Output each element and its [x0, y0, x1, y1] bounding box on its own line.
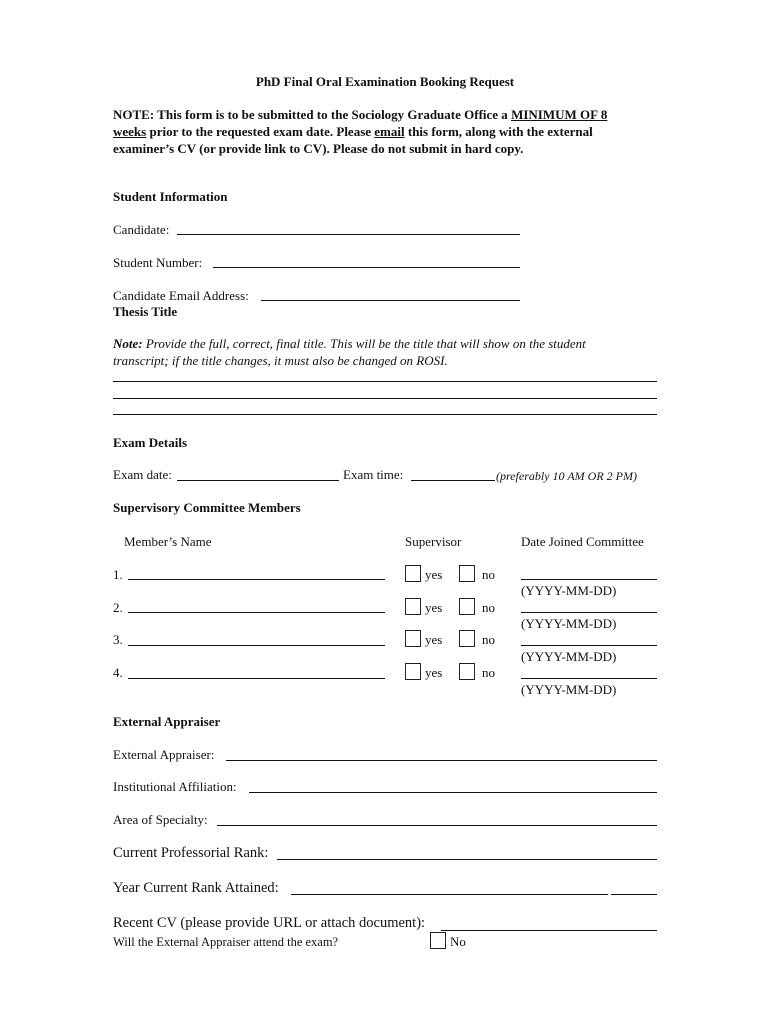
- member-number: 2.: [113, 600, 123, 615]
- exam-time-label: Exam time:: [343, 467, 404, 482]
- date-format-hint: (YYYY-MM-DD): [521, 682, 617, 697]
- supervisor-yes-checkbox[interactable]: [405, 663, 421, 680]
- date-format-hint: (YYYY-MM-DD): [521, 616, 617, 631]
- date-format-hint: (YYYY-MM-DD): [521, 649, 617, 664]
- supervisor-no-checkbox[interactable]: [459, 598, 475, 615]
- date-joined-field[interactable]: [521, 612, 657, 613]
- supervisor-yes-checkbox[interactable]: [405, 598, 421, 615]
- note-line-2-text: prior to the requested exam date. Please: [146, 124, 375, 139]
- supervisor-yes-checkbox[interactable]: [405, 565, 421, 582]
- exam-details-heading: Exam Details: [113, 435, 188, 450]
- col-supervisor: Supervisor: [405, 534, 462, 549]
- committee-heading: Supervisory Committee Members: [113, 500, 301, 515]
- supervisor-no-checkbox[interactable]: [459, 630, 475, 647]
- supervisor-no-checkbox[interactable]: [459, 663, 475, 680]
- exam-time-field[interactable]: [411, 480, 495, 481]
- year-rank-field-extra[interactable]: [611, 894, 657, 895]
- member-name-field[interactable]: [128, 678, 385, 679]
- thesis-title-heading: Thesis Title: [113, 304, 178, 319]
- no-label: no: [482, 567, 495, 582]
- note-line-2-end: this form, along with the external: [404, 124, 593, 139]
- attend-no-label: No: [450, 934, 466, 949]
- thesis-note-line-2: transcript; if the title changes, it must also be changed on ROSI.: [113, 353, 448, 368]
- exam-time-hint: (preferably 10 AM OR 2 PM): [496, 469, 637, 483]
- note-email-link[interactable]: email: [374, 124, 405, 139]
- yes-label: yes: [425, 567, 443, 582]
- member-name-field[interactable]: [128, 612, 385, 613]
- rank-field[interactable]: [277, 859, 657, 860]
- thesis-note-label: Note:: [113, 336, 143, 351]
- supervisor-yes-checkbox[interactable]: [405, 630, 421, 647]
- note-line-3: examiner’s CV (or provide link to CV). Please do not submit in hard copy.: [113, 141, 524, 156]
- external-appraiser-field[interactable]: [226, 760, 657, 761]
- cv-label: Recent CV (please provide URL or attach document):: [113, 915, 426, 931]
- thesis-note-line-1: [113, 336, 586, 352]
- thesis-title-field-2[interactable]: [113, 398, 657, 399]
- note-weeks: weeks: [113, 124, 147, 139]
- student-info-heading: Student Information: [113, 189, 228, 204]
- exam-date-label: Exam date:: [113, 467, 172, 482]
- form-title: PhD Final Oral Examination Booking Request: [255, 74, 515, 89]
- specialty-field[interactable]: [217, 825, 657, 826]
- candidate-field[interactable]: [177, 234, 520, 235]
- yes-label: yes: [425, 600, 443, 615]
- member-number: 4.: [113, 665, 123, 680]
- member-number: 3.: [113, 632, 123, 647]
- date-joined-field[interactable]: [521, 678, 657, 679]
- no-label: no: [482, 600, 495, 615]
- thesis-note-text-1: Provide the full, correct, final title. This will be the title that will show on the student: [142, 336, 586, 351]
- date-joined-field[interactable]: [521, 579, 657, 580]
- note-line-2: [113, 124, 593, 140]
- no-label: no: [482, 665, 495, 680]
- candidate-email-field[interactable]: [261, 300, 520, 301]
- note-line-1: [113, 107, 607, 123]
- yes-label: yes: [425, 665, 443, 680]
- thesis-title-field-3[interactable]: [113, 414, 657, 415]
- date-joined-field[interactable]: [521, 645, 657, 646]
- candidate-email-label: Candidate Email Address:: [113, 288, 249, 303]
- note-line-1-text: NOTE: This form is to be submitted to the Sociology Graduate Office a: [113, 107, 512, 122]
- date-format-hint: (YYYY-MM-DD): [521, 583, 617, 598]
- exam-date-field[interactable]: [177, 480, 339, 481]
- supervisor-no-checkbox[interactable]: [459, 565, 475, 582]
- attend-question: Will the External Appraiser attend the exam?: [113, 935, 339, 949]
- specialty-label: Area of Specialty:: [113, 812, 208, 827]
- cv-field[interactable]: [441, 930, 657, 931]
- external-appraiser-label: External Appraiser:: [113, 747, 215, 762]
- year-rank-label: Year Current Rank Attained:: [113, 880, 279, 896]
- col-member-name: Member’s Name: [124, 534, 212, 549]
- student-number-label: Student Number:: [113, 255, 203, 270]
- member-name-field[interactable]: [128, 645, 385, 646]
- candidate-label: Candidate:: [113, 222, 170, 237]
- affiliation-label: Institutional Affiliation:: [113, 779, 237, 794]
- member-number: 1.: [113, 567, 123, 582]
- rank-label: Current Professorial Rank:: [113, 845, 269, 861]
- external-appraiser-heading: External Appraiser: [113, 714, 221, 729]
- thesis-title-field-1[interactable]: [113, 381, 657, 382]
- yes-label: yes: [425, 632, 443, 647]
- no-label: no: [482, 632, 495, 647]
- member-name-field[interactable]: [128, 579, 385, 580]
- col-date-joined: Date Joined Committee: [521, 534, 644, 549]
- note-minimum: MINIMUM OF 8: [511, 107, 608, 122]
- year-rank-field[interactable]: [291, 894, 608, 895]
- student-number-field[interactable]: [213, 267, 520, 268]
- attend-no-checkbox[interactable]: [430, 932, 446, 949]
- affiliation-field[interactable]: [249, 792, 657, 793]
